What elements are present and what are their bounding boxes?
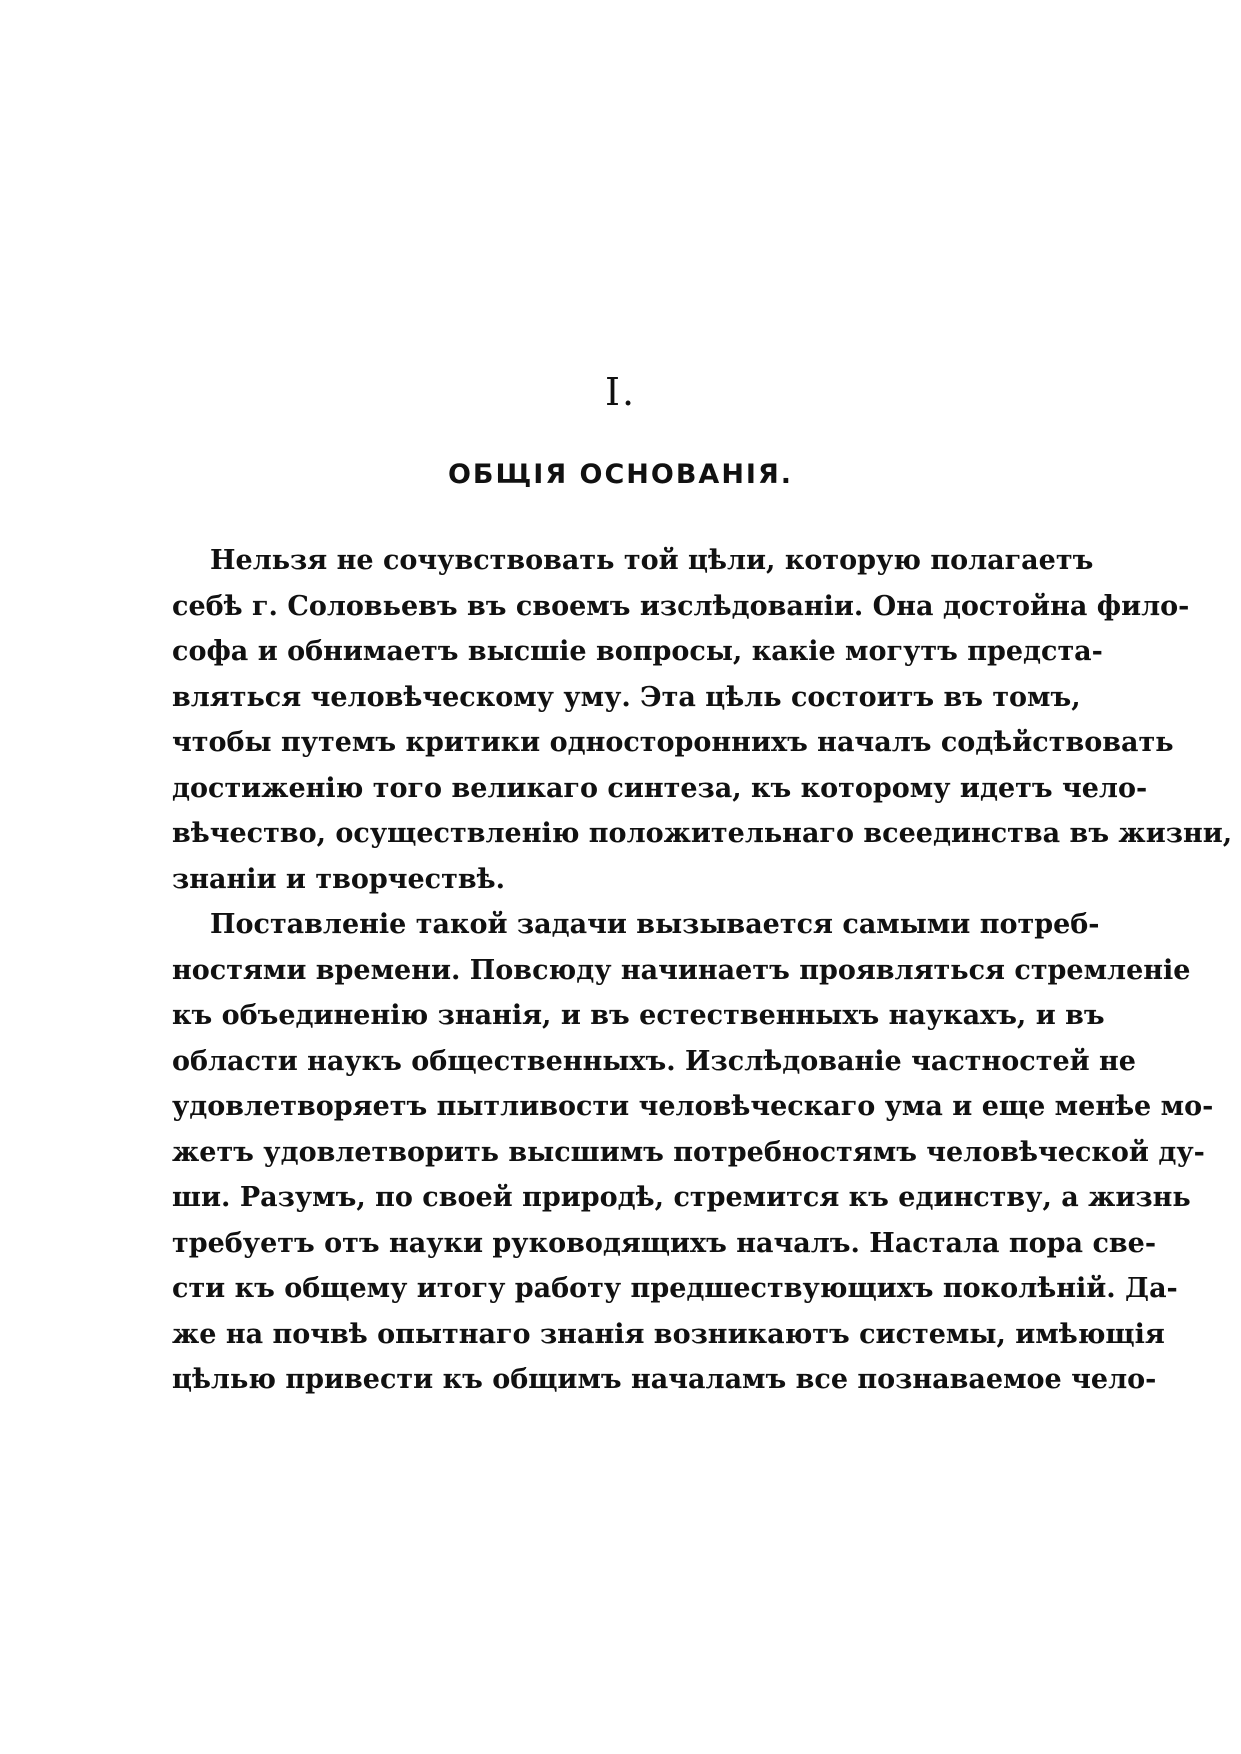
text-line: сти къ общему итогу работу предшествующихъ поколѣній. Да- (172, 1273, 1178, 1304)
text-line: къ объединенію знанія, и въ естественныхъ наукахъ, и въ (172, 1000, 1105, 1031)
text-line: требуетъ отъ науки руководящихъ началъ. Настала пора све- (172, 1227, 1157, 1259)
text-line: Поставленіе такой задачи вызывается самыми потреб- (210, 909, 1100, 940)
text-line: знаніи и творчествѣ. (172, 863, 505, 895)
text-line: себѣ г. Соловьевъ въ своемъ изслѣдованіи. Она достойна фило- (172, 590, 1190, 622)
text-line: чтобы путемъ критики одностороннихъ началъ содѣйствовать (172, 727, 1174, 758)
text-line: софа и обнимаетъ высшіе вопросы, какіе могутъ предста- (172, 636, 1103, 667)
text-line: достиженію того великаго синтеза, къ которому идетъ чело- (172, 772, 1148, 804)
text-line: области наукъ общественныхъ. Изслѣдованіе частностей не (172, 1045, 1136, 1077)
text-line: ностями времени. Повсюду начинаетъ проявляться стремленіе (172, 954, 1191, 986)
text-line: ши. Разумъ, по своей природѣ, стремится къ единству, а жизнь (172, 1182, 1191, 1213)
text-line: удовлетворяетъ пытливости человѣческаго ума и еще менѣе мо- (172, 1091, 1214, 1122)
paragraph-2 (172, 902, 1214, 1403)
text-line: Нельзя не сочувствовать той цѣли, которую полагаетъ (210, 545, 1094, 576)
text-line: жетъ удовлетворить высшимъ потребностямъ человѣческой ду- (172, 1136, 1205, 1168)
text-line: вляться человѣческому уму. Эта цѣль состоитъ въ томъ, (172, 681, 1081, 713)
paragraph-1 (172, 538, 1233, 902)
body-text (172, 538, 1233, 1403)
chapter-number: I. (604, 370, 637, 414)
chapter-title: ОБЩІЯ ОСНОВАНІЯ. (447, 459, 794, 490)
text-line: вѣчество, осуществленію положительнаго всеединства въ жизни, (172, 818, 1233, 849)
text-line: же на почвѣ опытнаго знанія возникаютъ системы, имѣющія (172, 1318, 1165, 1350)
text-line: цѣлью привести къ общимъ началамъ все познаваемое чело- (172, 1364, 1157, 1395)
